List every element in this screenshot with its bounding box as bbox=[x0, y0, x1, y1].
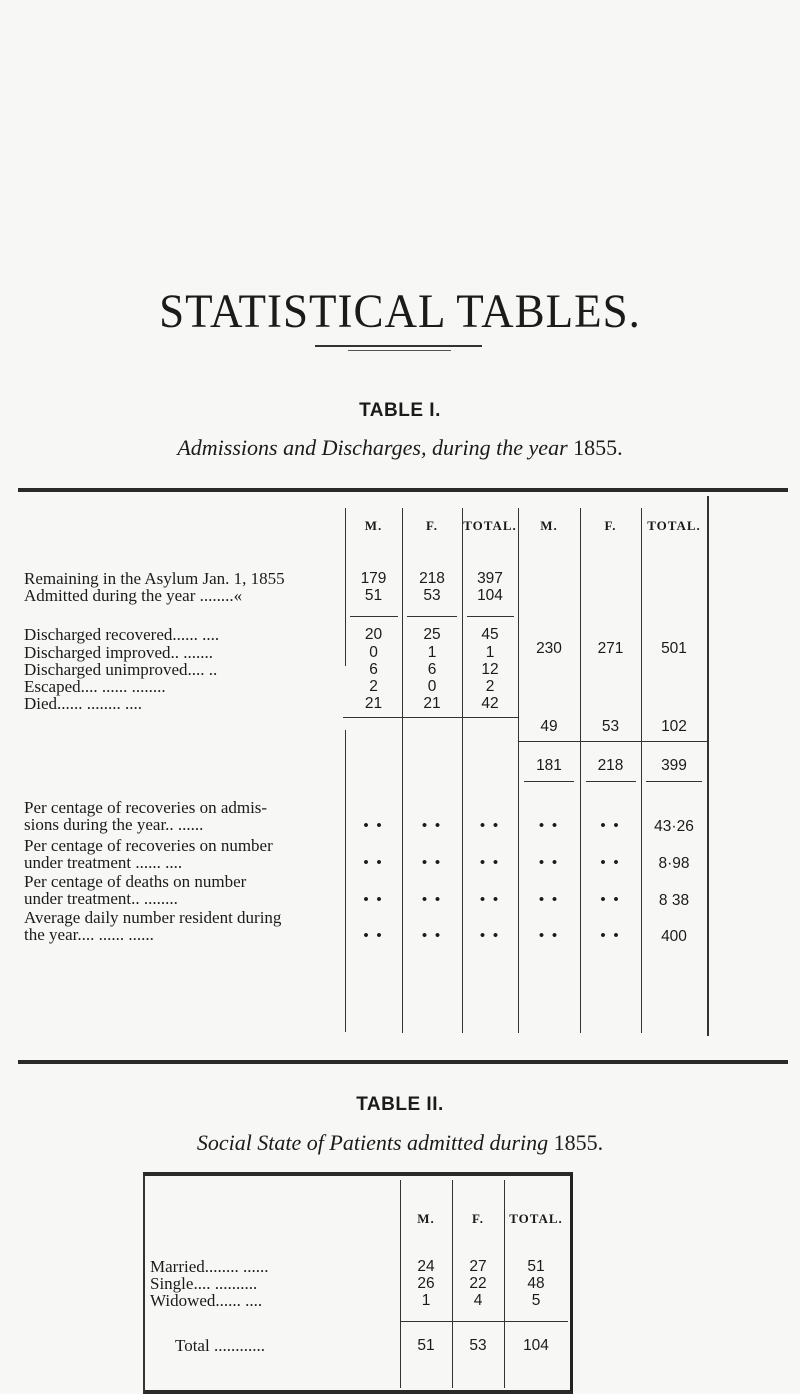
table2-cell: 4 bbox=[473, 1292, 483, 1309]
table2-cell: 22 bbox=[469, 1275, 487, 1292]
table1-cell: 2 bbox=[485, 678, 495, 695]
table1-cell: 179 bbox=[360, 570, 387, 587]
table1-sum-rule bbox=[586, 781, 636, 782]
table1-row-label: Died...... ........ .... bbox=[24, 694, 143, 713]
table1-stat-label: Per centage of deaths on number bbox=[24, 872, 247, 891]
table1-cell: 397 bbox=[477, 570, 503, 587]
table1-sum-cell: 102 bbox=[661, 718, 687, 735]
table1-stat-label: Per centage of recoveries on number bbox=[24, 836, 273, 855]
table2-col-f: F. bbox=[472, 1211, 484, 1226]
table1-empty-cell: • • bbox=[479, 892, 501, 908]
table2-cell: 27 bbox=[469, 1258, 487, 1275]
table2-cell: 5 bbox=[531, 1292, 541, 1309]
table1-sum-rule bbox=[646, 781, 702, 782]
table1-stat-value: 8·98 bbox=[658, 855, 690, 872]
title-rule bbox=[315, 345, 482, 347]
table1-row-label: Admitted during the year ........« bbox=[24, 586, 243, 605]
table1-empty-cell: • • bbox=[600, 892, 621, 908]
table2-col-total: TOTAL. bbox=[509, 1211, 563, 1226]
table1-empty-cell: • • bbox=[538, 818, 560, 834]
table2-total-cell: 51 bbox=[417, 1337, 435, 1354]
table1-cell: 104 bbox=[477, 587, 503, 604]
table1-empty-cell: • • bbox=[600, 855, 621, 871]
table1-vline bbox=[345, 730, 346, 1032]
title-rule-thin bbox=[348, 350, 451, 351]
table1-empty-cell: • • bbox=[363, 818, 384, 834]
table2-row-label: Married........ ...... bbox=[150, 1257, 269, 1276]
table1-cell: 12 bbox=[481, 661, 499, 678]
table1-sum-cell: 53 bbox=[601, 718, 620, 735]
table1-empty-cell: • • bbox=[363, 855, 384, 871]
table1-subtitle-text: Admissions and Discharges, during the year bbox=[177, 435, 568, 460]
table1-stat-value: 8 38 bbox=[658, 892, 690, 909]
table1-cell: 1 bbox=[427, 644, 437, 661]
table2-subtitle-text: Social State of Patients admitted during bbox=[196, 1130, 549, 1155]
table1-cell: 51 bbox=[364, 587, 383, 604]
table1-cell: 21 bbox=[423, 695, 441, 712]
table1-heading: TABLE I. bbox=[359, 400, 441, 421]
table1-cell: 0 bbox=[369, 644, 378, 661]
table1-col-f: F. bbox=[426, 518, 438, 533]
table1-row-label: Discharged recovered...... .... bbox=[24, 625, 220, 644]
table1-stat-value: 43·26 bbox=[654, 818, 694, 835]
table1-sum-rule bbox=[407, 616, 457, 617]
table1-stat-value: 400 bbox=[661, 928, 687, 945]
table1-col-m2: M. bbox=[540, 518, 558, 533]
table1-subtitle-year: 1855. bbox=[573, 435, 623, 460]
table1-sum-cell: 230 bbox=[536, 640, 562, 657]
table1-stat-label: sions during the year.. ...... bbox=[24, 815, 204, 834]
table1-empty-cell: • • bbox=[538, 928, 560, 944]
table1-diff-cell: 218 bbox=[597, 757, 624, 774]
table1-sum-rule bbox=[467, 616, 514, 617]
table1-diff-cell: 181 bbox=[536, 757, 562, 774]
table1-row-label: Remaining in the Asylum Jan. 1, 1855 bbox=[24, 569, 285, 588]
table1-col-total2: TOTAL. bbox=[647, 518, 701, 533]
table2-total-cell: 53 bbox=[469, 1337, 487, 1354]
page-title: STATISTICAL TABLES. bbox=[159, 284, 641, 338]
table1-sum-cell: 271 bbox=[597, 640, 624, 657]
table1-row-label: Discharged unimproved.... .. bbox=[24, 660, 218, 679]
table1-cell: 1 bbox=[485, 644, 495, 661]
table2-subtitle bbox=[0, 1130, 800, 1156]
table1-stat-label: Per centage of recoveries on admis- bbox=[24, 798, 268, 817]
table1-cell: 42 bbox=[481, 695, 499, 712]
table1-sum-rule bbox=[350, 616, 398, 617]
table2-heading: TABLE II. bbox=[356, 1094, 444, 1115]
table1-empty-cell: • • bbox=[479, 928, 501, 944]
table1-col-total: TOTAL. bbox=[463, 518, 517, 533]
table2-total-cell: 104 bbox=[523, 1337, 549, 1354]
table1-cell: 6 bbox=[369, 661, 378, 678]
table2-subtitle-year: 1855. bbox=[553, 1130, 604, 1155]
table1-empty-cell: • • bbox=[600, 818, 621, 834]
table1-empty-cell: • • bbox=[421, 818, 443, 834]
table1-stat-label: the year.... ...... ...... bbox=[24, 925, 154, 944]
table1-empty-cell: • • bbox=[538, 892, 560, 908]
table1-stat-label: under treatment ...... .... bbox=[24, 853, 183, 872]
table2-row-label: Single.... .......... bbox=[150, 1274, 258, 1293]
table1-sum-rule bbox=[524, 781, 574, 782]
table2-row-label: Widowed...... .... bbox=[150, 1291, 263, 1310]
table1-empty-cell: • • bbox=[479, 818, 501, 834]
table1-cell: 21 bbox=[364, 695, 383, 712]
table1-vline-right bbox=[707, 496, 709, 1036]
table1-empty-cell: • • bbox=[421, 928, 443, 944]
table1-empty-cell: • • bbox=[421, 892, 443, 908]
table1-col-m: M. bbox=[364, 518, 383, 533]
table1-cell: 20 bbox=[364, 626, 383, 643]
table1-stat-label: Average daily number resident during bbox=[24, 908, 282, 927]
table1-cell: 0 bbox=[427, 678, 437, 695]
table1-empty-cell: • • bbox=[421, 855, 443, 871]
table1-empty-cell: • • bbox=[479, 855, 501, 871]
table2-total-rule bbox=[400, 1321, 568, 1322]
table1-sum-rule bbox=[518, 741, 707, 742]
table2-col-m: M. bbox=[417, 1211, 435, 1226]
table1-col-f2: F. bbox=[604, 518, 617, 533]
table1-cell: 6 bbox=[427, 661, 437, 678]
table1-stat-label: under treatment.. ........ bbox=[24, 889, 178, 908]
table1-row-label: Discharged improved.. ....... bbox=[24, 643, 214, 662]
table1-empty-cell: • • bbox=[538, 855, 560, 871]
table1-sum-rule bbox=[343, 717, 519, 718]
table1-row-label: Escaped.... ...... ........ bbox=[24, 677, 166, 696]
table1-subtitle bbox=[0, 435, 800, 461]
table2-total-label: Total ............ bbox=[175, 1336, 265, 1355]
table1-empty-cell: • • bbox=[363, 928, 384, 944]
table1-diff-cell: 399 bbox=[661, 757, 687, 774]
table1-sum-cell: 501 bbox=[661, 640, 687, 657]
table1-empty-cell: • • bbox=[363, 892, 384, 908]
table1-cell: 53 bbox=[423, 587, 441, 604]
table1-cell: 218 bbox=[419, 570, 445, 587]
table1-sum-cell: 49 bbox=[540, 718, 558, 735]
table1-cell: 25 bbox=[423, 626, 441, 643]
table1-empty-cell: • • bbox=[600, 928, 621, 944]
table2-cell: 26 bbox=[417, 1275, 435, 1292]
table2-cell: 51 bbox=[527, 1258, 545, 1275]
table2-cell: 48 bbox=[527, 1275, 545, 1292]
table1-cell: 2 bbox=[369, 678, 378, 695]
table1-cell: 45 bbox=[481, 626, 499, 643]
table2-cell: 1 bbox=[421, 1292, 431, 1309]
table2-cell: 24 bbox=[417, 1258, 435, 1275]
